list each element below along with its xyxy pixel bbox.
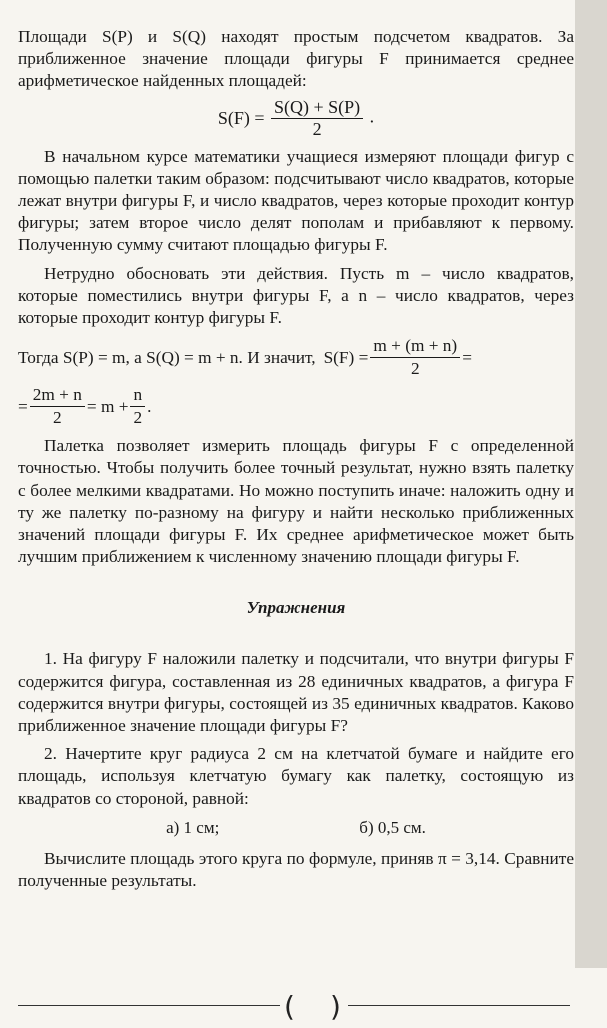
section-heading: Упражнения [246, 598, 346, 618]
paragraph-1: Площади S(P) и S(Q) находят простым подсчетом квадратов. За приближенное значение площади фигуры F принимается среднее арифметическое найденных площадей: [18, 27, 574, 91]
fraction-numerator: 2m + n [30, 384, 85, 407]
fraction-numerator: m + (m + n) [370, 335, 460, 358]
formula-fraction [271, 97, 363, 140]
formula-line-2-lhs: S(F) = [323, 347, 369, 367]
footer-bracket-right: ) [330, 990, 341, 1023]
footer-bracket-left: ( [284, 990, 295, 1023]
paragraph-3: Нетрудно обосновать эти действия. Пусть m – число квадратов, которые поместились внутри фигуры F, а n – число квадратов, через которые проходит контур фигуры F. [18, 263, 574, 328]
fraction-denominator: 2 [133, 408, 143, 428]
page-body [18, 26, 574, 892]
fraction-denominator: 2 [410, 359, 420, 379]
footer-rule-left [18, 1005, 280, 1006]
page-footer [0, 990, 607, 1023]
exercise-2-options [18, 818, 574, 838]
formula-line-3-start: = [18, 396, 28, 416]
fraction-denominator: 2 [312, 118, 322, 139]
fraction-denominator: 2 [52, 408, 62, 428]
paragraph-4: Палетка позволяет измерить площадь фигуры F с определенной точностью. Чтобы получить более точный результат, нужно взять палетку с более мелкими квадратами. Но можно поступить иначе: наложить одну и ту же палетку по-разному на фигуру и найти несколько приближенных значений площади фигуры F. Их среднее арифметическое может быть лучшим приближением к численному значению площади фигуры F. [18, 436, 574, 567]
formula-line-2-fraction [370, 335, 460, 380]
formula-line-2-text: Тогда S(P) = m, а S(Q) = m + n. И значит, [18, 347, 316, 367]
fraction-numerator: n [130, 384, 145, 407]
option-b: б) 0,5 см. [359, 817, 426, 837]
formula-line-2-end: = [462, 347, 472, 367]
formula-average-area [18, 97, 574, 140]
formula-end: . [369, 106, 375, 127]
paragraph-5: Вычислите площадь этого круга по формуле, приняв π = 3,14. Сравните полученные результаты. [18, 848, 574, 891]
page-edge-shadow [575, 0, 607, 968]
fraction-numerator: S(Q) + S(P) [271, 97, 363, 119]
formula-line-2 [18, 335, 574, 380]
formula-line-3-fraction-1 [30, 384, 85, 429]
formula-line-3-end: . [147, 396, 152, 416]
exercise-2: 2. Начертите круг радиуса 2 см на клетчатой бумаге и найдите его площадь, используя клетчатую бумагу как палетку, состоящую из квадратов со стороной, равной: [18, 744, 574, 808]
formula-line-3 [18, 384, 574, 429]
formula-line-3-fraction-2 [130, 384, 145, 429]
formula-line-3-mid: = m + [86, 396, 129, 416]
paragraph-2: В начальном курсе математики учащиеся измеряют площади фигур с помощью палетки таким образом: подсчитывают число квадратов, которые лежат внутри фигуры F, и число квадратов, через которые проходит контур фигуры; затем второе число делят пополам и прибавляют к первому. Полученную сумму считают площадью фигуры F. [18, 146, 574, 255]
option-a: а) 1 см; [166, 817, 220, 837]
exercise-1: 1. На фигуру F наложили палетку и подсчитали, что внутри фигуры F содержится фигура, составленная из 28 единичных квадратов, а фигура F содержится внутри фигуры, состоящей из 35 единичных квадратов. Каково приближенное значение площади фигуры F? [18, 649, 574, 736]
footer-rule-right [348, 1005, 570, 1006]
formula-lhs: S(F) = [217, 107, 265, 128]
